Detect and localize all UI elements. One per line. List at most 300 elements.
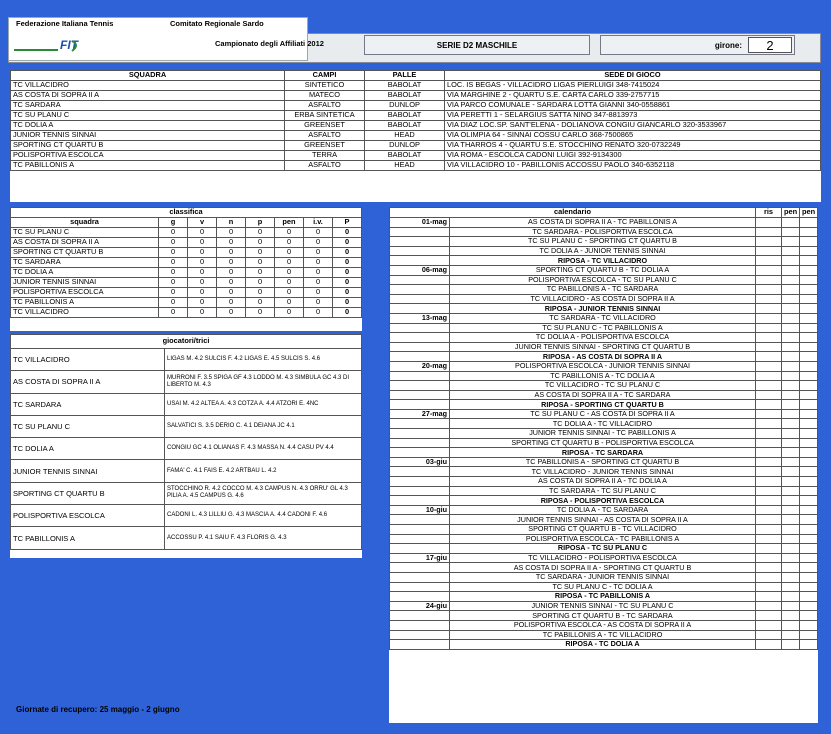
table-row: [390, 246, 818, 256]
table-row: [390, 323, 818, 333]
match-pen-1[interactable]: [782, 611, 800, 621]
table-row: [11, 228, 362, 238]
match-date: 24-giu: [390, 601, 450, 611]
match-pen-2[interactable]: [800, 304, 818, 314]
table-row: [390, 457, 818, 467]
match-pairing: TC DOLIA A - JUNIOR TENNIS SINNAI: [450, 246, 756, 256]
standing-value: 0: [159, 258, 188, 268]
match-pen-2[interactable]: [800, 620, 818, 630]
match-pairing: TC PABILLONIS A - TC DOLIA A: [450, 371, 756, 381]
match-pen-2[interactable]: [800, 438, 818, 448]
match-pen-1[interactable]: [782, 352, 800, 362]
table-row: [390, 496, 818, 506]
match-result[interactable]: [756, 246, 782, 256]
table-row: [390, 361, 818, 371]
match-pairing: RIPOSA - TC SARDARA: [450, 448, 756, 458]
girone-value: 2: [748, 37, 792, 53]
giocatori-title: giocatori/trici: [11, 335, 362, 349]
match-date: [390, 237, 450, 247]
table-row: [390, 313, 818, 323]
standing-value: 0: [333, 228, 362, 238]
match-pen-2[interactable]: [800, 352, 818, 362]
team-name: POLISPORTIVA ESCOLCA: [11, 151, 285, 161]
player-team: SPORTING CT QUARTU B: [11, 482, 165, 504]
match-result[interactable]: [756, 304, 782, 314]
table-row: [11, 248, 362, 258]
match-pen-1[interactable]: [782, 313, 800, 323]
match-pen-1[interactable]: [782, 409, 800, 419]
match-result[interactable]: [756, 553, 782, 563]
match-date: [390, 438, 450, 448]
match-result[interactable]: [756, 275, 782, 285]
table-row: [390, 563, 818, 573]
match-pen-1[interactable]: [782, 419, 800, 429]
match-pairing: TC SARDARA - TC SU PLANU C: [450, 486, 756, 496]
table-row: [390, 515, 818, 525]
match-date: [390, 246, 450, 256]
committee-name: Comitato Regionale Sardo: [170, 20, 264, 28]
match-pen-1[interactable]: [782, 630, 800, 640]
table-row: [11, 161, 821, 171]
match-pairing: TC SU PLANU C - TC PABILLONIS A: [450, 323, 756, 333]
match-date: [390, 534, 450, 544]
match-pen-2[interactable]: [800, 477, 818, 487]
team-venue: VIA PARCO COMUNALE - SARDARA LOTTA GIANNI 340-0558861: [445, 101, 821, 111]
player-team: AS COSTA DI SOPRA II A: [11, 371, 165, 393]
match-pen-2[interactable]: [800, 429, 818, 439]
match-date: [390, 400, 450, 410]
match-pen-2[interactable]: [800, 285, 818, 295]
match-result[interactable]: [756, 419, 782, 429]
match-date: [390, 486, 450, 496]
col-iv: i.v.: [304, 218, 333, 228]
standing-team: AS COSTA DI SOPRA II A: [11, 238, 159, 248]
table-row: [11, 278, 362, 288]
team-venue: VIA PERETTI 1 - SELARGIUS SATTA NINO 347-8813973: [445, 111, 821, 121]
match-result[interactable]: [756, 256, 782, 266]
match-pairing: TC SARDARA - POLISPORTIVA ESCOLCA: [450, 227, 756, 237]
standing-value: 0: [217, 268, 246, 278]
match-pen-2[interactable]: [800, 457, 818, 467]
match-result[interactable]: [756, 640, 782, 650]
col-points: P: [333, 218, 362, 228]
match-pen-2[interactable]: [800, 640, 818, 650]
match-result[interactable]: [756, 505, 782, 515]
standing-value: 0: [217, 248, 246, 258]
match-result[interactable]: [756, 601, 782, 611]
match-pen-2[interactable]: [800, 419, 818, 429]
match-result[interactable]: [756, 534, 782, 544]
standing-value: 0: [246, 258, 275, 268]
match-pen-1[interactable]: [782, 400, 800, 410]
table-row: [11, 288, 362, 298]
match-pen-2[interactable]: [800, 544, 818, 554]
match-pen-1[interactable]: [782, 544, 800, 554]
match-pen-2[interactable]: [800, 390, 818, 400]
match-result[interactable]: [756, 361, 782, 371]
table-row: [390, 294, 818, 304]
calendario-panel: [389, 207, 818, 723]
match-pen-1[interactable]: [782, 486, 800, 496]
match-pen-1[interactable]: [782, 601, 800, 611]
match-date: [390, 275, 450, 285]
match-result[interactable]: [756, 630, 782, 640]
table-row: [390, 467, 818, 477]
standing-value: 0: [246, 308, 275, 318]
match-pairing: TC DOLIA A - TC SARDARA: [450, 505, 756, 515]
match-pen-1[interactable]: [782, 256, 800, 266]
match-date: [390, 496, 450, 506]
match-date: [390, 352, 450, 362]
standing-value: 0: [304, 288, 333, 298]
match-result[interactable]: [756, 352, 782, 362]
match-result[interactable]: [756, 313, 782, 323]
table-row: [390, 400, 818, 410]
classifica-title: classifica: [11, 208, 362, 218]
match-pairing: TC SU PLANU C - TC DOLIA A: [450, 582, 756, 592]
table-row: [390, 275, 818, 285]
player-team: TC PABILLONIS A: [11, 527, 165, 549]
standing-value: 0: [333, 278, 362, 288]
match-date: 06-mag: [390, 265, 450, 275]
match-date: [390, 582, 450, 592]
match-pairing: RIPOSA - TC DOLIA A: [450, 640, 756, 650]
match-pen-2[interactable]: [800, 582, 818, 592]
match-pen-1[interactable]: [782, 275, 800, 285]
match-date: [390, 477, 450, 487]
col-palle: PALLE: [365, 71, 445, 81]
match-result[interactable]: [756, 400, 782, 410]
team-name: TC SU PLANU C: [11, 111, 285, 121]
match-result[interactable]: [756, 592, 782, 602]
table-row: [390, 601, 818, 611]
match-date: [390, 563, 450, 573]
match-pen-1[interactable]: [782, 218, 800, 228]
match-pen-1[interactable]: [782, 496, 800, 506]
col-p: p: [246, 218, 275, 228]
team-courts: SINTETICO: [285, 81, 365, 91]
table-row: [11, 393, 362, 415]
match-pen-2[interactable]: [800, 467, 818, 477]
player-list: FAMA' C. 4.1 FAIS E. 4.2 ARTBAU L. 4.2: [165, 460, 362, 482]
match-result[interactable]: [756, 429, 782, 439]
team-name: SPORTING CT QUARTU B: [11, 141, 285, 151]
standing-value: 0: [333, 248, 362, 258]
table-row: [390, 342, 818, 352]
table-row: [11, 438, 362, 460]
match-result[interactable]: [756, 438, 782, 448]
match-pen-1[interactable]: [782, 333, 800, 343]
match-pen-2[interactable]: [800, 227, 818, 237]
match-pen-2[interactable]: [800, 256, 818, 266]
match-pen-2[interactable]: [800, 381, 818, 391]
match-pen-1[interactable]: [782, 304, 800, 314]
match-date: [390, 620, 450, 630]
match-pen-2[interactable]: [800, 611, 818, 621]
match-pairing: TC SARDARA - JUNIOR TENNIS SINNAI: [450, 572, 756, 582]
match-pen-1[interactable]: [782, 227, 800, 237]
match-pen-1[interactable]: [782, 390, 800, 400]
match-date: [390, 611, 450, 621]
match-result[interactable]: [756, 323, 782, 333]
match-pen-1[interactable]: [782, 505, 800, 515]
match-pen-2[interactable]: [800, 496, 818, 506]
match-result[interactable]: [756, 371, 782, 381]
team-venue: VIA ROMA - ESCOLCA CADONI LUIGI 392-9134300: [445, 151, 821, 161]
team-courts: ASFALTO: [285, 161, 365, 171]
match-pen-2[interactable]: [800, 409, 818, 419]
team-courts: TERRA: [285, 151, 365, 161]
match-pen-1[interactable]: [782, 237, 800, 247]
match-date: 01-mag: [390, 218, 450, 228]
match-result[interactable]: [756, 620, 782, 630]
standing-value: 0: [246, 288, 275, 298]
match-result[interactable]: [756, 457, 782, 467]
match-result[interactable]: [756, 572, 782, 582]
match-pen-2[interactable]: [800, 505, 818, 515]
match-result[interactable]: [756, 285, 782, 295]
standing-value: 0: [333, 288, 362, 298]
match-pen-2[interactable]: [800, 275, 818, 285]
match-result[interactable]: [756, 467, 782, 477]
table-row: [390, 237, 818, 247]
standing-value: 0: [246, 228, 275, 238]
match-pen-2[interactable]: [800, 553, 818, 563]
standing-value: 0: [159, 278, 188, 288]
player-list: LIGAS M. 4.2 SULCIS F. 4.2 LIGAS E. 4.5 SULCIS S. 4.6: [165, 349, 362, 371]
match-pen-2[interactable]: [800, 592, 818, 602]
standing-value: 0: [304, 228, 333, 238]
match-pen-1[interactable]: [782, 620, 800, 630]
match-pen-1[interactable]: [782, 342, 800, 352]
match-date: 20-mag: [390, 361, 450, 371]
standing-value: 0: [246, 298, 275, 308]
table-row: [390, 448, 818, 458]
table-row: [11, 131, 821, 141]
match-pen-2[interactable]: [800, 515, 818, 525]
match-date: [390, 333, 450, 343]
match-pen-2[interactable]: [800, 237, 818, 247]
standing-value: 0: [246, 238, 275, 248]
match-pen-2[interactable]: [800, 534, 818, 544]
match-result[interactable]: [756, 342, 782, 352]
table-row: [390, 477, 818, 487]
match-pen-1[interactable]: [782, 246, 800, 256]
match-pen-2[interactable]: [800, 333, 818, 343]
team-venue: LOC. IS BEGAS - VILLACIDRO LIGAS PIERLUIGI 348-7415024: [445, 81, 821, 91]
match-result[interactable]: [756, 525, 782, 535]
standing-value: 0: [275, 238, 304, 248]
team-name: TC SARDARA: [11, 101, 285, 111]
match-pen-1[interactable]: [782, 361, 800, 371]
table-row: [390, 505, 818, 515]
match-pen-1[interactable]: [782, 525, 800, 535]
match-result[interactable]: [756, 227, 782, 237]
match-pen-1[interactable]: [782, 438, 800, 448]
match-pen-1[interactable]: [782, 265, 800, 275]
match-pen-2[interactable]: [800, 400, 818, 410]
match-pen-1[interactable]: [782, 381, 800, 391]
match-pairing: RIPOSA - POLISPORTIVA ESCOLCA: [450, 496, 756, 506]
table-row: [390, 572, 818, 582]
table-row: [390, 409, 818, 419]
standing-value: 0: [217, 298, 246, 308]
standing-value: 0: [159, 268, 188, 278]
table-row: [390, 486, 818, 496]
player-team: JUNIOR TENNIS SINNAI: [11, 460, 165, 482]
table-row: [390, 265, 818, 275]
giocatori-panel: [10, 334, 362, 558]
match-date: [390, 429, 450, 439]
table-row: [11, 308, 362, 318]
standing-value: 0: [217, 238, 246, 248]
match-pen-1[interactable]: [782, 371, 800, 381]
match-result[interactable]: [756, 515, 782, 525]
match-pairing: JUNIOR TENNIS SINNAI - SPORTING CT QUARTU B: [450, 342, 756, 352]
match-pen-1[interactable]: [782, 592, 800, 602]
standing-value: 0: [217, 228, 246, 238]
match-date: [390, 304, 450, 314]
standing-value: 0: [333, 298, 362, 308]
team-courts: GREENSET: [285, 141, 365, 151]
table-row: [390, 582, 818, 592]
team-name: TC DOLIA A: [11, 121, 285, 131]
match-result[interactable]: [756, 237, 782, 247]
table-row: [390, 620, 818, 630]
standing-value: 0: [304, 238, 333, 248]
match-date: [390, 515, 450, 525]
match-pen-1[interactable]: [782, 467, 800, 477]
team-balls: DUNLOP: [365, 101, 445, 111]
match-pen-1[interactable]: [782, 582, 800, 592]
match-pen-1[interactable]: [782, 323, 800, 333]
standing-team: SPORTING CT QUARTU B: [11, 248, 159, 258]
match-pen-1[interactable]: [782, 457, 800, 467]
championship-title: Campionato degli Affiliati 2012: [215, 40, 324, 48]
table-row: [11, 141, 821, 151]
match-result[interactable]: [756, 582, 782, 592]
match-result[interactable]: [756, 611, 782, 621]
player-list: STOCCHINO R. 4.2 COCCO M. 4.3 CAMPUS N. 4.3 ORRU' GL 4.3 PILIA A. 4.5 CAMPUS G. 4.6: [165, 482, 362, 504]
standing-value: 0: [304, 258, 333, 268]
table-row: [390, 333, 818, 343]
col-pen-2: pen: [800, 208, 818, 218]
match-result[interactable]: [756, 218, 782, 228]
match-pen-1[interactable]: [782, 534, 800, 544]
match-pen-1[interactable]: [782, 285, 800, 295]
standing-value: 0: [304, 278, 333, 288]
standing-value: 0: [159, 308, 188, 318]
standing-value: 0: [159, 238, 188, 248]
match-pen-1[interactable]: [782, 448, 800, 458]
match-date: 03-giu: [390, 457, 450, 467]
match-pairing: AS COSTA DI SOPRA II A - TC SARDARA: [450, 390, 756, 400]
standing-value: 0: [275, 248, 304, 258]
match-pen-2[interactable]: [800, 294, 818, 304]
player-team: TC SARDARA: [11, 393, 165, 415]
match-result[interactable]: [756, 294, 782, 304]
match-pen-2[interactable]: [800, 342, 818, 352]
match-pen-1[interactable]: [782, 294, 800, 304]
match-pen-2[interactable]: [800, 601, 818, 611]
match-pen-2[interactable]: [800, 323, 818, 333]
match-result[interactable]: [756, 448, 782, 458]
match-pairing: SPORTING CT QUARTU B - TC VILLACIDRO: [450, 525, 756, 535]
match-pen-1[interactable]: [782, 563, 800, 573]
standing-value: 0: [217, 288, 246, 298]
series-title: SERIE D2 MASCHILE: [436, 40, 518, 50]
match-pen-1[interactable]: [782, 429, 800, 439]
match-date: [390, 256, 450, 266]
table-row: [390, 534, 818, 544]
match-pen-2[interactable]: [800, 572, 818, 582]
match-pen-2[interactable]: [800, 563, 818, 573]
team-name: TC VILLACIDRO: [11, 81, 285, 91]
match-pen-2[interactable]: [800, 448, 818, 458]
match-result[interactable]: [756, 381, 782, 391]
match-pairing: TC PABILLONIS A - SPORTING CT QUARTU B: [450, 457, 756, 467]
logo-text: FIT: [60, 38, 78, 52]
col-squadra: SQUADRA: [11, 71, 285, 81]
team-courts: MATECO: [285, 91, 365, 101]
match-pen-2[interactable]: [800, 218, 818, 228]
col-squadra: squadra: [11, 218, 159, 228]
match-pen-2[interactable]: [800, 486, 818, 496]
match-pen-1[interactable]: [782, 572, 800, 582]
standing-value: 0: [333, 258, 362, 268]
table-row: [390, 525, 818, 535]
match-pen-2[interactable]: [800, 371, 818, 381]
match-pen-2[interactable]: [800, 361, 818, 371]
standing-value: 0: [188, 228, 217, 238]
match-pen-2[interactable]: [800, 313, 818, 323]
match-pen-1[interactable]: [782, 477, 800, 487]
match-pen-2[interactable]: [800, 525, 818, 535]
player-list: MURRONI F. 3.5 SPIGA GF 4.3 LODDO M. 4.3 SIMBULA GC 4.3 DI LIBERTO M. 4.3: [165, 371, 362, 393]
match-pairing: SPORTING CT QUARTU B - TC SARDARA: [450, 611, 756, 621]
match-result[interactable]: [756, 265, 782, 275]
player-list: ACCOSSU P. 4.1 SAIU F. 4.3 FLORIS G. 4.3: [165, 527, 362, 549]
player-team: TC DOLIA A: [11, 438, 165, 460]
match-result[interactable]: [756, 496, 782, 506]
match-result[interactable]: [756, 544, 782, 554]
col-sede: SEDE DI GIOCO: [445, 71, 821, 81]
table-row: [11, 415, 362, 437]
standing-value: 0: [188, 258, 217, 268]
match-result[interactable]: [756, 390, 782, 400]
match-pen-1[interactable]: [782, 553, 800, 563]
standing-team: TC SU PLANU C: [11, 228, 159, 238]
match-result[interactable]: [756, 563, 782, 573]
match-result[interactable]: [756, 333, 782, 343]
match-result[interactable]: [756, 409, 782, 419]
match-pairing: TC VILLACIDRO - JUNIOR TENNIS SINNAI: [450, 467, 756, 477]
standing-team: JUNIOR TENNIS SINNAI: [11, 278, 159, 288]
match-pen-1[interactable]: [782, 515, 800, 525]
series-box: [364, 35, 590, 55]
match-pen-2[interactable]: [800, 265, 818, 275]
match-pen-2[interactable]: [800, 246, 818, 256]
match-pen-2[interactable]: [800, 630, 818, 640]
match-pairing: JUNIOR TENNIS SINNAI - TC PABILLONIS A: [450, 429, 756, 439]
match-date: [390, 592, 450, 602]
standing-value: 0: [275, 228, 304, 238]
match-pen-1[interactable]: [782, 640, 800, 650]
match-result[interactable]: [756, 486, 782, 496]
match-pairing: POLISPORTIVA ESCOLCA - TC SU PLANU C: [450, 275, 756, 285]
match-pairing: SPORTING CT QUARTU B - POLISPORTIVA ESCOLCA: [450, 438, 756, 448]
match-result[interactable]: [756, 477, 782, 487]
